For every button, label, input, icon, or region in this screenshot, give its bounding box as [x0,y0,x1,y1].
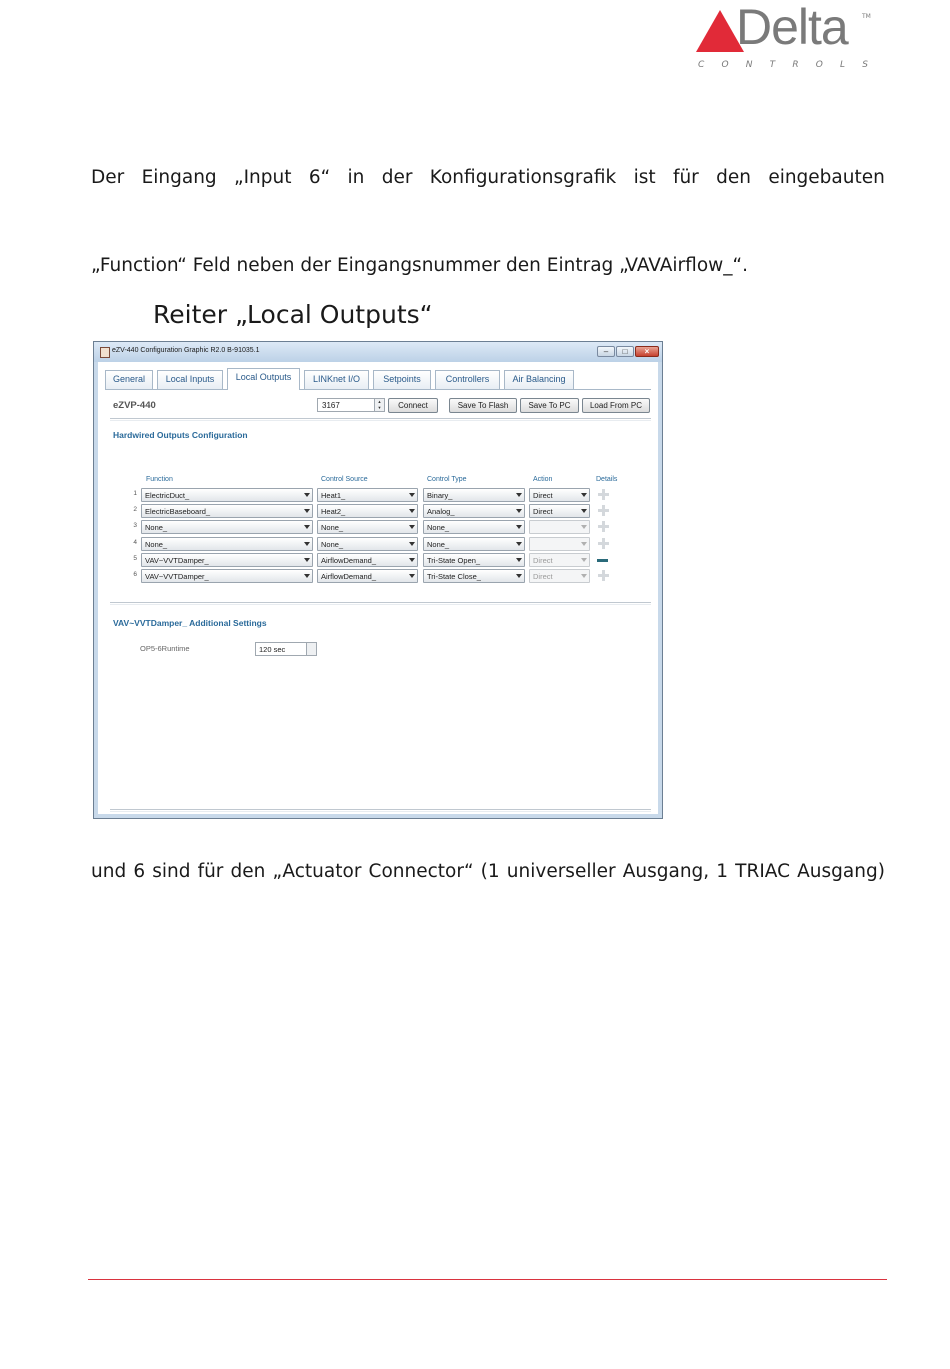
dropdown-arrow-icon [581,493,587,497]
save-to-pc-button[interactable]: Save To PC [520,398,579,413]
col-function-header: Function [146,476,173,483]
maximize-button[interactable] [616,346,634,357]
tab-controllers[interactable]: Controllers [435,370,500,389]
dropdown-arrow-icon [304,525,310,529]
dropdown-arrow-icon [304,558,310,562]
collapse-details-icon[interactable] [597,559,608,562]
row-number: 2 [133,506,137,513]
tab-local-outputs[interactable]: Local Outputs [227,368,300,390]
action-select: Direct [529,569,590,583]
word: für [197,861,224,882]
dropdown-arrow-icon [409,509,415,513]
word: Der [91,167,125,188]
hardwired-outputs-title: Hardwired Outputs Configuration [113,430,248,440]
word: und [91,861,127,882]
additional-settings-title: VAV~VVTDamper_ Additional Settings [113,618,267,628]
dropdown-arrow-icon [304,493,310,497]
stepper-arrows-icon[interactable] [306,643,316,655]
word: Eingang [141,167,217,188]
word: eingebauten [768,167,885,188]
minimize-icon: – [603,347,609,356]
col-action-header: Action [533,476,553,483]
control-source-select[interactable]: None_ [317,520,418,534]
connect-button[interactable]: Connect [388,398,438,413]
word: 6 [133,861,146,882]
divider [110,418,651,421]
function-select[interactable]: ElectricDuct_ [141,488,313,502]
row-number: 6 [133,571,137,578]
function-select[interactable]: VAV~VVTDamper_ [141,553,313,567]
action-select[interactable]: Direct [529,488,590,502]
delta-controls-logo [696,0,876,70]
dropdown-arrow-icon [516,525,522,529]
app-icon [100,347,110,358]
word: „Input [234,167,292,188]
word: Connector“ [368,861,474,882]
expand-details-icon[interactable] [597,504,610,517]
word: (1 [480,861,500,882]
row-number: 4 [133,539,137,546]
function-select[interactable]: VAV~VVTDamper_ [141,569,313,583]
dropdown-arrow-icon [304,542,310,546]
tab-linknet-io[interactable]: LINKnet I/O [304,370,369,389]
control-source-select[interactable]: Heat1_ [317,488,418,502]
col-control-type-header: Control Type [427,476,467,483]
control-type-select[interactable]: Binary_ [423,488,525,502]
function-select[interactable]: None_ [141,520,313,534]
load-from-pc-button[interactable]: Load From PC [582,398,650,413]
dropdown-arrow-icon [516,509,522,513]
address-stepper[interactable] [317,398,385,412]
word: 1 [716,861,729,882]
expand-details-icon[interactable] [597,537,610,550]
control-type-select[interactable]: None_ [423,537,525,551]
word: 6“ [308,167,331,188]
logo-wordmark: Delta [736,0,848,55]
word: universeller [506,861,616,882]
maximize-icon: □ [622,347,628,356]
address-value: 3167 [322,401,340,410]
expand-details-icon[interactable] [597,488,610,501]
runtime-value: 120 sec [259,645,286,654]
tab-local-inputs[interactable]: Local Inputs [157,370,223,389]
paragraph-function-field: „Function“ Feld neben der Eingangsnummer den Eintrag „VAVAirflow_“. [91,255,748,276]
dropdown-arrow-icon [409,525,415,529]
word: „Actuator [272,861,362,882]
row-number: 5 [133,555,137,562]
close-icon: × [644,347,650,356]
paragraph-input6-line [91,166,885,190]
word: für [672,167,699,188]
logo-trademark: TM [862,13,871,20]
dropdown-arrow-icon [409,542,415,546]
window-client-area [98,362,658,814]
tab-air-balancing[interactable]: Air Balancing [504,370,574,389]
tab-general[interactable]: General [105,370,153,389]
dropdown-arrow-icon [304,574,310,578]
word: TRIAC [735,861,791,882]
control-type-select[interactable]: Tri-State Close_ [423,569,525,583]
paragraph-actuator-connector [91,860,885,884]
window-titlebar [94,342,662,362]
divider [110,602,651,605]
runtime-stepper[interactable] [255,642,317,656]
word: Ausgang) [797,861,885,882]
footer-rule [88,1279,887,1280]
control-type-select[interactable]: Tri-State Open_ [423,553,525,567]
row-number: 3 [133,522,137,529]
dropdown-arrow-icon [516,493,522,497]
dropdown-arrow-icon [409,493,415,497]
dropdown-arrow-icon [409,574,415,578]
control-source-select[interactable]: AirflowDemand_ [317,569,418,583]
word: den [716,167,751,188]
close-button[interactable] [635,346,659,357]
logo-subtitle: C O N T R O L S [698,60,868,70]
col-details-header: Details [596,476,618,483]
dropdown-arrow-icon [516,542,522,546]
word: Ausgang, [622,861,710,882]
device-name: eZVP-440 [113,400,156,411]
word: der [381,167,413,188]
word: Konfigurationsgrafik [429,167,617,188]
function-select[interactable]: ElectricBaseboard_ [141,504,313,518]
expand-details-icon[interactable] [597,569,610,582]
tab-divider [105,389,651,390]
function-select[interactable]: None_ [141,537,313,551]
dropdown-arrow-icon [304,509,310,513]
action-select[interactable]: Direct [529,504,590,518]
dropdown-arrow-icon [581,574,587,578]
action-select: Direct [529,553,590,567]
stepper-arrows-icon[interactable]: ▲ ▼ [374,399,384,411]
divider [110,809,651,812]
dropdown-arrow-icon [581,525,587,529]
control-type-select[interactable]: None_ [423,520,525,534]
dropdown-arrow-icon [581,542,587,546]
save-to-flash-button[interactable]: Save To Flash [449,398,517,413]
section-heading: Reiter „Local Outputs“ [153,300,433,329]
row-number: 1 [133,490,137,497]
word: den [230,861,266,882]
word: ist [633,167,656,188]
col-control-source-header: Control Source [321,476,368,483]
action-select [529,537,590,551]
dropdown-arrow-icon [409,558,415,562]
action-select [529,520,590,534]
control-type-select[interactable]: Analog_ [423,504,525,518]
minimize-button[interactable] [597,346,615,357]
word: sind [152,861,191,882]
tab-setpoints[interactable]: Setpoints [373,370,431,389]
dropdown-arrow-icon [581,558,587,562]
runtime-label: OP5-6Runtime [140,644,190,653]
config-window [93,341,663,819]
word: in [347,167,365,188]
expand-details-icon[interactable] [597,520,610,533]
dropdown-arrow-icon [581,509,587,513]
dropdown-arrow-icon [516,574,522,578]
dropdown-arrow-icon [516,558,522,562]
control-source-select[interactable]: AirflowDemand_ [317,553,418,567]
window-title: eZV-440 Configuration Graphic R2.0 B-91035.1 [112,347,260,354]
control-source-select[interactable]: None_ [317,537,418,551]
control-source-select[interactable]: Heat2_ [317,504,418,518]
